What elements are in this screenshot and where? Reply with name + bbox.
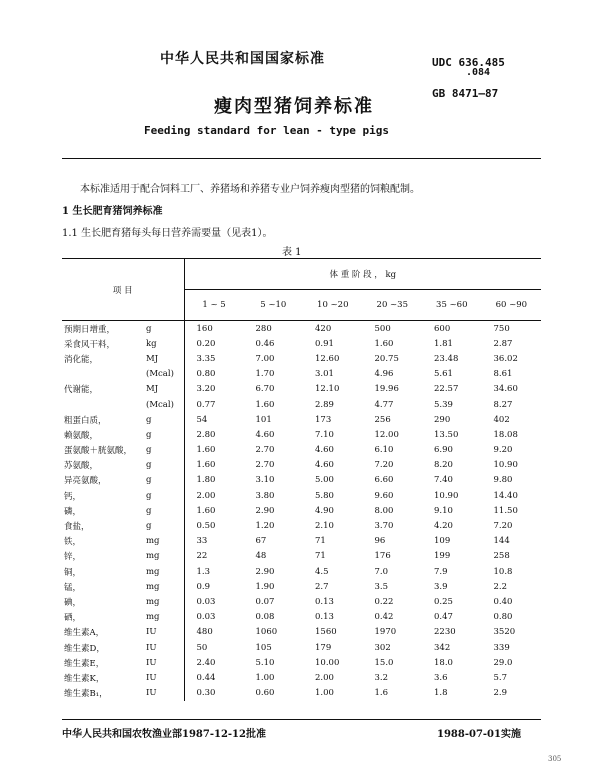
table-cell: 3.35 xyxy=(184,351,244,366)
table-cell: 5.61 xyxy=(434,369,453,380)
row-label: 采食风干料， xyxy=(64,339,116,350)
table-cell: 6.60 xyxy=(374,475,394,486)
table-cell: 1.60 xyxy=(184,503,244,518)
row-label: 铜， xyxy=(64,567,82,578)
table-cell: 4.77 xyxy=(374,399,394,410)
table-cell: 1.81 xyxy=(434,338,453,349)
table-cell: 2.90 xyxy=(255,566,275,577)
row-unit: g xyxy=(146,445,152,456)
table-cell: 0.13 xyxy=(315,596,334,607)
table-cell: 3.6 xyxy=(434,672,448,683)
table-cell: 4.96 xyxy=(374,369,394,380)
table-cell: 50 xyxy=(184,640,244,655)
table-cell: 1970 xyxy=(374,627,397,638)
table-cell: 9.80 xyxy=(493,475,513,486)
table-row xyxy=(62,655,541,670)
table-row xyxy=(62,625,541,640)
table-cell: 5.00 xyxy=(315,475,334,486)
gb-number: GB 8471—87 xyxy=(432,87,499,100)
table-row xyxy=(62,549,541,564)
table-cell: 18.0 xyxy=(434,657,453,668)
table-cell: 0.13 xyxy=(315,612,334,623)
row-unit: g xyxy=(146,521,152,532)
table-cell: 600 xyxy=(434,323,451,334)
table-cell: 71 xyxy=(315,551,326,562)
table-cell: 96 xyxy=(374,536,386,547)
document-title: 瘦肉型猪饲养标准 xyxy=(214,96,374,117)
table-cell: 173 xyxy=(315,414,332,425)
stage-header: 20 ~35 xyxy=(363,290,423,321)
table-row xyxy=(62,564,541,579)
table-cell: 4.5 xyxy=(315,566,329,577)
table-row xyxy=(62,473,541,488)
row-label: 蛋氨酸＋胱氨酸， xyxy=(64,446,133,457)
table-cell: 0.07 xyxy=(255,596,275,607)
table-row xyxy=(62,534,541,549)
table-cell: 144 xyxy=(493,536,510,547)
table-cell: 9.60 xyxy=(374,490,394,501)
table-cell: 9.10 xyxy=(434,505,453,516)
row-unit: IU xyxy=(146,688,157,699)
table-cell: 0.03 xyxy=(184,610,244,625)
table-cell: 13.50 xyxy=(434,429,459,440)
row-label: 硒， xyxy=(64,613,82,624)
nutrient-table xyxy=(62,258,541,701)
table-cell: 7.9 xyxy=(434,566,448,577)
table-cell: 6.70 xyxy=(255,384,275,395)
table-cell: 67 xyxy=(255,536,267,547)
table-row xyxy=(62,351,541,366)
table-row xyxy=(62,397,541,412)
row-label: 代谢能， xyxy=(64,385,99,396)
table-cell: 0.91 xyxy=(315,338,334,349)
table-cell: 1.00 xyxy=(255,672,275,683)
row-label: 碘， xyxy=(64,597,82,608)
table-row xyxy=(62,503,541,518)
table-cell: 23.48 xyxy=(434,353,459,364)
table-cell: 1.60 xyxy=(255,399,275,410)
table-cell: 750 xyxy=(493,323,510,334)
table-cell: 5.7 xyxy=(493,672,508,683)
table-cell: 0.25 xyxy=(434,596,453,607)
table-cell: 500 xyxy=(374,323,391,334)
table-cell: 7.10 xyxy=(315,429,334,440)
table-cell: 34.60 xyxy=(493,384,518,395)
table-cell: 0.80 xyxy=(184,367,244,382)
row-unit: IU xyxy=(146,642,157,653)
table-cell: 5.39 xyxy=(434,399,453,410)
table-cell: 54 xyxy=(184,412,244,427)
table-cell: 420 xyxy=(315,323,332,334)
table-cell: 36.02 xyxy=(493,353,518,364)
table-cell: 10.8 xyxy=(493,566,513,577)
table-cell: 5.10 xyxy=(255,657,275,668)
table-cell: 3.01 xyxy=(315,369,334,380)
row-unit: IU xyxy=(146,672,157,683)
row-unit: g xyxy=(146,505,152,516)
table-cell: 11.50 xyxy=(493,505,518,516)
table-row xyxy=(62,670,541,685)
table-row xyxy=(62,518,541,533)
table-cell: 1.90 xyxy=(255,581,275,592)
table-cell: 1.60 xyxy=(184,443,244,458)
table-cell: 6.10 xyxy=(374,445,394,456)
row-unit: IU xyxy=(146,657,157,668)
udc-number-suffix: .084 xyxy=(466,67,491,78)
table-cell: 8.20 xyxy=(434,460,453,471)
row-unit: (Mcal) xyxy=(146,369,174,380)
table-cell: 199 xyxy=(434,551,451,562)
table-cell: 258 xyxy=(493,551,510,562)
table-cell: 7.40 xyxy=(434,475,453,486)
table-cell: 2.00 xyxy=(184,488,244,503)
table-cell: 256 xyxy=(374,414,391,425)
table-row xyxy=(62,427,541,442)
row-unit: mg xyxy=(146,536,160,547)
row-label: 维生素K， xyxy=(64,673,105,684)
table-cell: 7.0 xyxy=(374,566,389,577)
implementation-date: 1988-07-01实施 xyxy=(437,729,521,740)
table-cell: 10.90 xyxy=(434,490,459,501)
row-label: 维生素D， xyxy=(64,643,105,654)
table-cell: 14.40 xyxy=(493,490,518,501)
row-label xyxy=(62,367,146,382)
table-cell: 1.60 xyxy=(184,458,244,473)
table-row xyxy=(62,367,541,382)
table-cell: 29.0 xyxy=(493,657,513,668)
row-unit: g xyxy=(146,460,152,471)
page-number: 305 xyxy=(548,755,562,763)
table-cell: 5.80 xyxy=(315,490,334,501)
intro-paragraph: 本标准适用于配合饲料工厂、养猪场和养猪专业户饲养瘦肉型猪的饲粮配制。 xyxy=(80,184,420,195)
row-unit: g xyxy=(146,475,152,486)
table-cell: 8.27 xyxy=(493,399,513,410)
row-label: 锌， xyxy=(64,552,82,563)
table-cell: 0.60 xyxy=(255,688,275,699)
table-cell: 280 xyxy=(255,323,272,334)
row-unit: g xyxy=(146,429,152,440)
row-label: 异亮氨酸， xyxy=(64,476,107,487)
table-cell: 48 xyxy=(255,551,267,562)
table-cell: 3.80 xyxy=(255,490,275,501)
section-heading-1-1: 1.1 生长肥育猪每头每日营养需要量（见表1）。 xyxy=(62,228,273,239)
table-cell: 7.20 xyxy=(374,460,394,471)
row-unit: MJ xyxy=(146,384,159,395)
table-cell: 3.2 xyxy=(374,672,389,683)
row-label: 铁， xyxy=(64,537,82,548)
table-cell: 2.89 xyxy=(315,399,334,410)
row-unit: mg xyxy=(146,612,160,623)
table-cell: 101 xyxy=(255,414,272,425)
table-cell: 0.30 xyxy=(184,686,244,701)
table-cell: 33 xyxy=(184,534,244,549)
table-cell: 179 xyxy=(315,642,332,653)
table-cell: 342 xyxy=(434,642,451,653)
table-cell: 4.20 xyxy=(434,521,453,532)
row-unit: mg xyxy=(146,566,160,577)
table-cell: 402 xyxy=(493,414,510,425)
table-cell: 6.90 xyxy=(434,445,453,456)
table-cell: 2.2 xyxy=(493,581,508,592)
table-cell: 160 xyxy=(184,321,244,337)
table-cell: 71 xyxy=(315,536,326,547)
table-cell: 20.75 xyxy=(374,353,399,364)
table-row xyxy=(62,443,541,458)
row-label: 磷， xyxy=(64,506,82,517)
table-cell: 2.90 xyxy=(255,505,275,516)
table-cell: 0.08 xyxy=(255,612,275,623)
table-cell: 2.9 xyxy=(493,688,508,699)
footer-divider xyxy=(62,719,541,720)
table-row xyxy=(62,336,541,351)
table-cell: 0.47 xyxy=(434,612,453,623)
row-label: 苏氨酸， xyxy=(64,461,99,472)
table-cell: 109 xyxy=(434,536,451,547)
header-divider xyxy=(62,158,541,159)
table-cell: 3.10 xyxy=(255,475,275,486)
table-cell: 4.60 xyxy=(315,460,334,471)
table-cell: 2.10 xyxy=(315,521,334,532)
table-cell: 480 xyxy=(184,625,244,640)
table-cell: 0.42 xyxy=(374,612,394,623)
table-row xyxy=(62,594,541,609)
table-cell: 2.70 xyxy=(255,460,275,471)
table-cell: 0.80 xyxy=(493,612,513,623)
row-label: 维生素E， xyxy=(64,658,105,669)
row-label: 维生素A， xyxy=(64,628,105,639)
stage-header: 1 ~ 5 xyxy=(184,290,244,321)
table-cell: 3.5 xyxy=(374,581,389,592)
table-cell: 2.80 xyxy=(184,427,244,442)
table-cell: 1.6 xyxy=(374,688,389,699)
table-cell: 12.10 xyxy=(315,384,340,395)
table-cell: 12.00 xyxy=(374,429,399,440)
table-row xyxy=(62,640,541,655)
row-unit: (Mcal) xyxy=(146,399,174,410)
table-cell: 4.60 xyxy=(315,445,334,456)
weight-stage-header: 体 重 阶 段 ， kg xyxy=(184,259,541,290)
table-cell: 290 xyxy=(434,414,451,425)
table-cell: 22.57 xyxy=(434,384,459,395)
table-cell: 339 xyxy=(493,642,510,653)
table-cell: 1.70 xyxy=(255,369,275,380)
table-cell: 3.9 xyxy=(434,581,448,592)
table-cell: 4.60 xyxy=(255,429,275,440)
item-header: 项 目 xyxy=(62,259,184,321)
table-cell: 18.08 xyxy=(493,429,518,440)
table-cell: 0.44 xyxy=(184,670,244,685)
table-cell: 0.9 xyxy=(184,579,244,594)
table-cell: 10.00 xyxy=(315,657,340,668)
table-cell: 2.40 xyxy=(184,655,244,670)
row-label: 维生素B₁， xyxy=(64,689,108,700)
table-cell: 7.20 xyxy=(493,521,513,532)
table-cell: 4.90 xyxy=(315,505,334,516)
table-cell: 9.20 xyxy=(493,445,513,456)
udc-number: UDC 636.485 xyxy=(432,56,505,69)
table-row xyxy=(62,321,541,337)
table-row xyxy=(62,610,541,625)
row-unit: mg xyxy=(146,551,160,562)
table-cell: 3.70 xyxy=(374,521,394,532)
table-row xyxy=(62,579,541,594)
approval-text: 中华人民共和国农牧渔业部1987-12-12批准 xyxy=(62,729,266,740)
stage-header: 35 ~60 xyxy=(422,290,482,321)
table-cell: 0.46 xyxy=(255,338,275,349)
row-unit: mg xyxy=(146,596,160,607)
table-cell: 0.03 xyxy=(184,594,244,609)
stage-header: 10 ~20 xyxy=(303,290,363,321)
table-row xyxy=(62,686,541,701)
table-cell: 0.20 xyxy=(184,336,244,351)
row-label: 消化能， xyxy=(64,354,99,365)
table-cell: 2.87 xyxy=(493,338,513,349)
stage-header: 60 ~90 xyxy=(482,290,542,321)
row-label: 预期日增重， xyxy=(64,324,116,335)
table-cell: 302 xyxy=(374,642,391,653)
row-unit: kg xyxy=(146,338,157,349)
table-cell: 1.00 xyxy=(315,688,334,699)
table-cell: 2.7 xyxy=(315,581,329,592)
table-cell: 1.60 xyxy=(374,338,394,349)
row-label: 锰， xyxy=(64,582,82,593)
row-label: 钙， xyxy=(64,491,82,502)
table-cell: 105 xyxy=(255,642,272,653)
row-label: 食盐， xyxy=(64,522,90,533)
stage-header: 5 ~10 xyxy=(244,290,304,321)
english-title: Feeding standard for lean - type pigs xyxy=(144,124,390,137)
table-caption: 表 1 xyxy=(282,247,302,258)
row-unit: g xyxy=(146,414,152,425)
table-cell: 8.61 xyxy=(493,369,513,380)
row-label: 粗蛋白质， xyxy=(64,415,107,426)
row-unit: g xyxy=(146,323,152,334)
table-cell: 0.22 xyxy=(374,596,394,607)
table-cell: 0.77 xyxy=(184,397,244,412)
table-cell: 3520 xyxy=(493,627,516,638)
table-cell: 2.70 xyxy=(255,445,275,456)
row-unit: IU xyxy=(146,627,157,638)
table-row xyxy=(62,458,541,473)
table-cell: 1560 xyxy=(315,627,337,638)
table-cell: 8.00 xyxy=(374,505,394,516)
table-cell: 22 xyxy=(184,549,244,564)
row-unit: mg xyxy=(146,581,160,592)
row-label xyxy=(62,397,146,412)
row-label: 赖氨酸， xyxy=(64,430,99,441)
table-cell: 10.90 xyxy=(493,460,518,471)
table-cell: 3.20 xyxy=(184,382,244,397)
table-cell: 19.96 xyxy=(374,384,399,395)
org-title: 中华人民共和国国家标准 xyxy=(160,51,325,67)
section-heading-1: 1 生长肥育猪饲养标准 xyxy=(62,206,163,217)
table-cell: 1.20 xyxy=(255,521,275,532)
table-row xyxy=(62,382,541,397)
table-cell: 2.00 xyxy=(315,672,334,683)
table-cell: 0.50 xyxy=(184,518,244,533)
table-cell: 1.3 xyxy=(184,564,244,579)
table-cell: 0.40 xyxy=(493,596,513,607)
table-cell: 1.8 xyxy=(434,688,448,699)
table-cell: 176 xyxy=(374,551,391,562)
table-cell: 2230 xyxy=(434,627,456,638)
table-cell: 7.00 xyxy=(255,353,275,364)
row-unit: MJ xyxy=(146,353,159,364)
table-cell: 1060 xyxy=(255,627,278,638)
table-row xyxy=(62,488,541,503)
table-cell: 15.0 xyxy=(374,657,394,668)
row-unit: g xyxy=(146,490,152,501)
table-cell: 1.80 xyxy=(184,473,244,488)
table-row xyxy=(62,412,541,427)
table-cell: 12.60 xyxy=(315,353,340,364)
